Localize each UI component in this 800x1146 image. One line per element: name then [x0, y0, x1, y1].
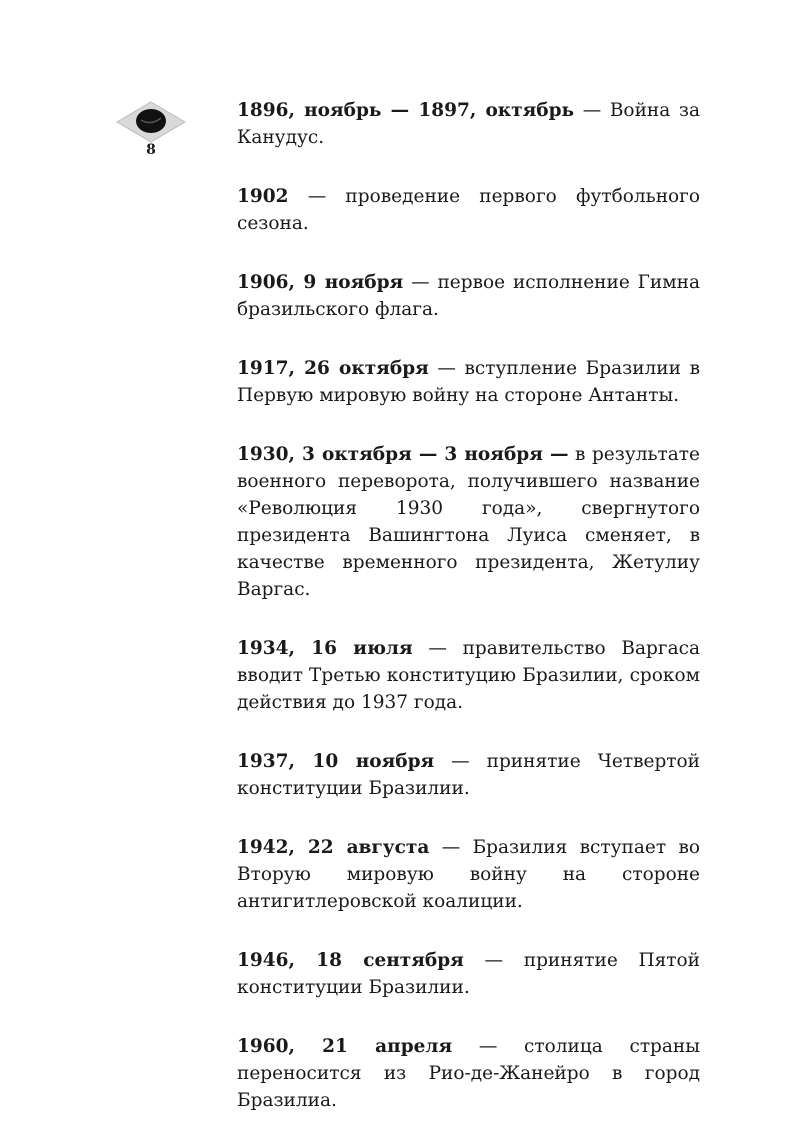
entry-date: 1896, ноябрь — 1897, октябрь — [237, 100, 575, 121]
entry-date: 1902 — [237, 186, 289, 207]
entry-text: — столица страны переносится из Рио-де-Жанейро в город Бразилиа. — [237, 1036, 700, 1111]
entry-date: 1917, 26 октября — [237, 358, 429, 379]
entry-text: — проведение первого футбольного сезона. — [237, 186, 700, 234]
chronology-entry — [237, 97, 700, 151]
chronology-entry — [237, 1033, 700, 1114]
entry-text: — правительство Варгаса вводит Третью конституцию Бразилии, сроком действия до 1937 года. — [237, 638, 700, 713]
chronology-entry — [237, 441, 700, 603]
entry-text: в результате военного переворота, получившего название «Революция 1930 года», свергнутого президента Вашингтона Луиса сменяет, в качестве временного президента, Жетулиу Варгас. — [237, 444, 700, 600]
chronology-entry — [237, 355, 700, 409]
chronology-list — [237, 97, 700, 1146]
chronology-entry — [237, 183, 700, 237]
entry-text: — вступление Бразилии в Первую мировую войну на стороне Антанты. — [237, 358, 700, 406]
entry-text: — Война за Канудус. — [237, 100, 700, 148]
chronology-entry — [237, 269, 700, 323]
entry-date: 1946, 18 сентября — [237, 950, 464, 971]
entry-date: 1906, 9 ноября — [237, 272, 404, 293]
chronology-entry — [237, 947, 700, 1001]
entry-date: 1934, 16 июля — [237, 638, 413, 659]
entry-text: — принятие Пятой конституции Бразилии. — [237, 950, 700, 998]
eye-diamond-icon — [115, 100, 187, 144]
entry-date: 1942, 22 августа — [237, 837, 430, 858]
page-number: 8 — [146, 142, 156, 158]
entry-text: — принятие Четвертой конституции Бразилии. — [237, 751, 700, 799]
entry-date: 1960, 21 апреля — [237, 1036, 453, 1057]
chronology-entry — [237, 834, 700, 915]
entry-text: — Бразилия вступает во Вторую мировую войну на стороне антигитлеровской коалиции. — [237, 837, 700, 912]
chronology-entry — [237, 635, 700, 716]
entry-date: 1937, 10 ноября — [237, 751, 435, 772]
entry-text: — первое исполнение Гимна бразильского флага. — [237, 272, 700, 320]
entry-date: 1930, 3 октября — 3 ноября — — [237, 444, 569, 465]
chronology-entry — [237, 748, 700, 802]
